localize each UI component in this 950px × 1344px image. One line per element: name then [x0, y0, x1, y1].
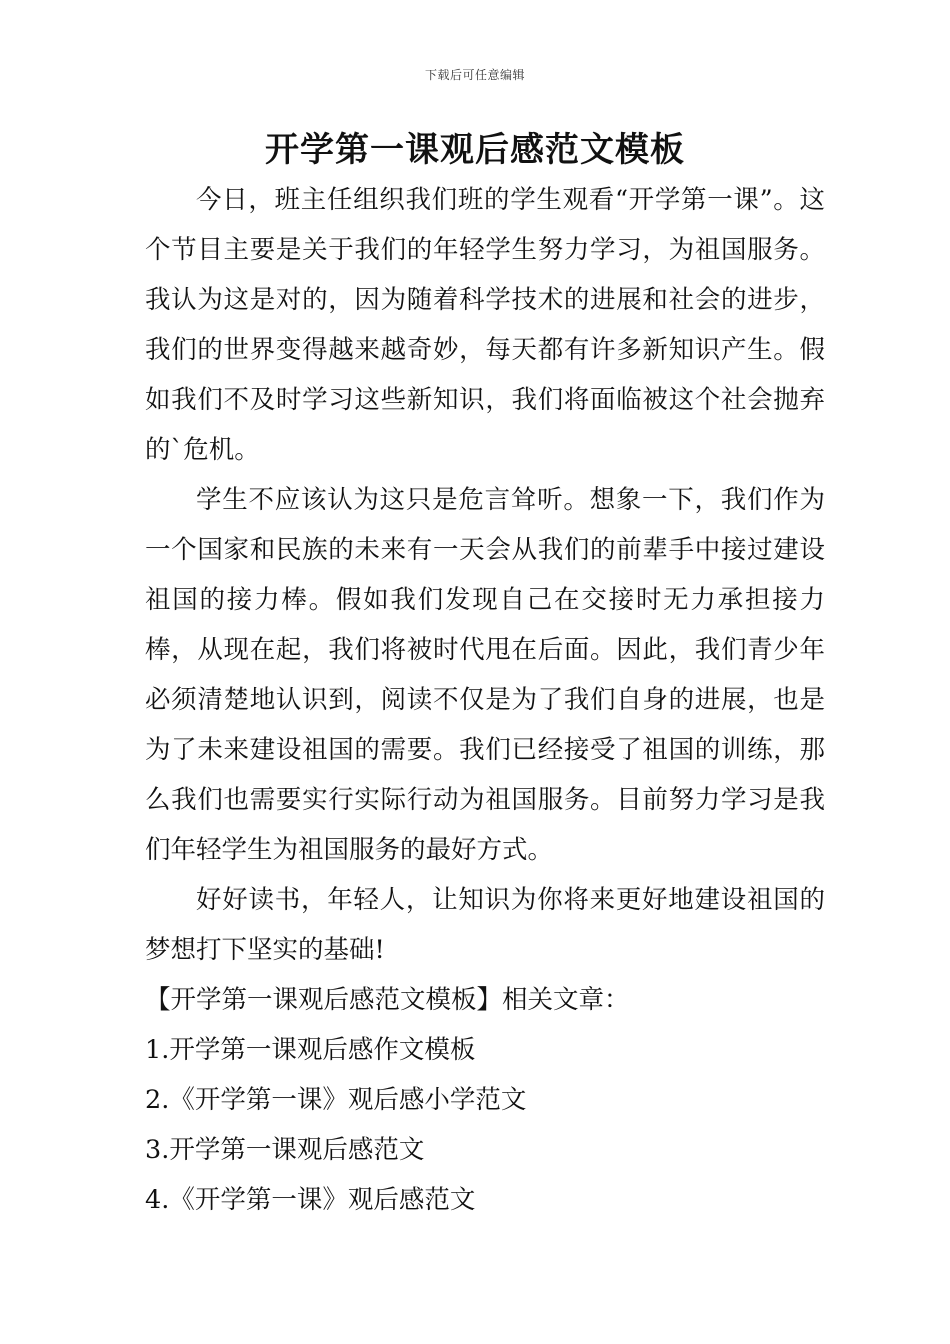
related-article-link[interactable]: 1.开学第一课观后感作文模板	[145, 1035, 476, 1065]
paragraph: 今日，班主任组织我们班的学生观看“开学第一课”。这个节目主要是关于我们的年轻学生努力学习，为祖国服务。我认为这是对的，因为随着科学技术的进展和社会的进步，我们的世界变得越来越奇妙，每天都有许多新知识产生。假如我们不及时学习这些新知识，我们将面临被这个社会抛弃的`危机。	[145, 185, 825, 465]
article-body	[145, 175, 825, 1225]
paragraph: 学生不应该认为这只是危言耸听。想象一下，我们作为一个国家和民族的未来有一天会从我们的前辈手中接过建设祖国的接力棒。假如我们发现自己在交接时无力承担接力棒，从现在起，我们将被时代甩在后面。因此，我们青少年必须清楚地认识到，阅读不仅是为了我们自身的进展，也是为了未来建设祖国的需要。我们已经接受了祖国的训练，那么我们也需要实行实际行动为祖国服务。目前努力学习是我们年轻学生为祖国服务的最好方式。	[145, 485, 825, 865]
page-title: 开学第一课观后感范文模板	[265, 130, 685, 170]
related-article-link[interactable]: 4.《开学第一课》观后感范文	[145, 1185, 476, 1215]
related-article-link[interactable]: 2.《开学第一课》观后感小学范文	[145, 1085, 527, 1115]
related-articles-heading: 【开学第一课观后感范文模板】相关文章：	[145, 985, 630, 1015]
related-article-link[interactable]: 3.开学第一课观后感范文	[145, 1135, 425, 1165]
paragraph: 好好读书，年轻人，让知识为你将来更好地建设祖国的梦想打下坚实的基础!	[145, 885, 825, 965]
header-note: 下载后可任意编辑	[424, 68, 525, 82]
